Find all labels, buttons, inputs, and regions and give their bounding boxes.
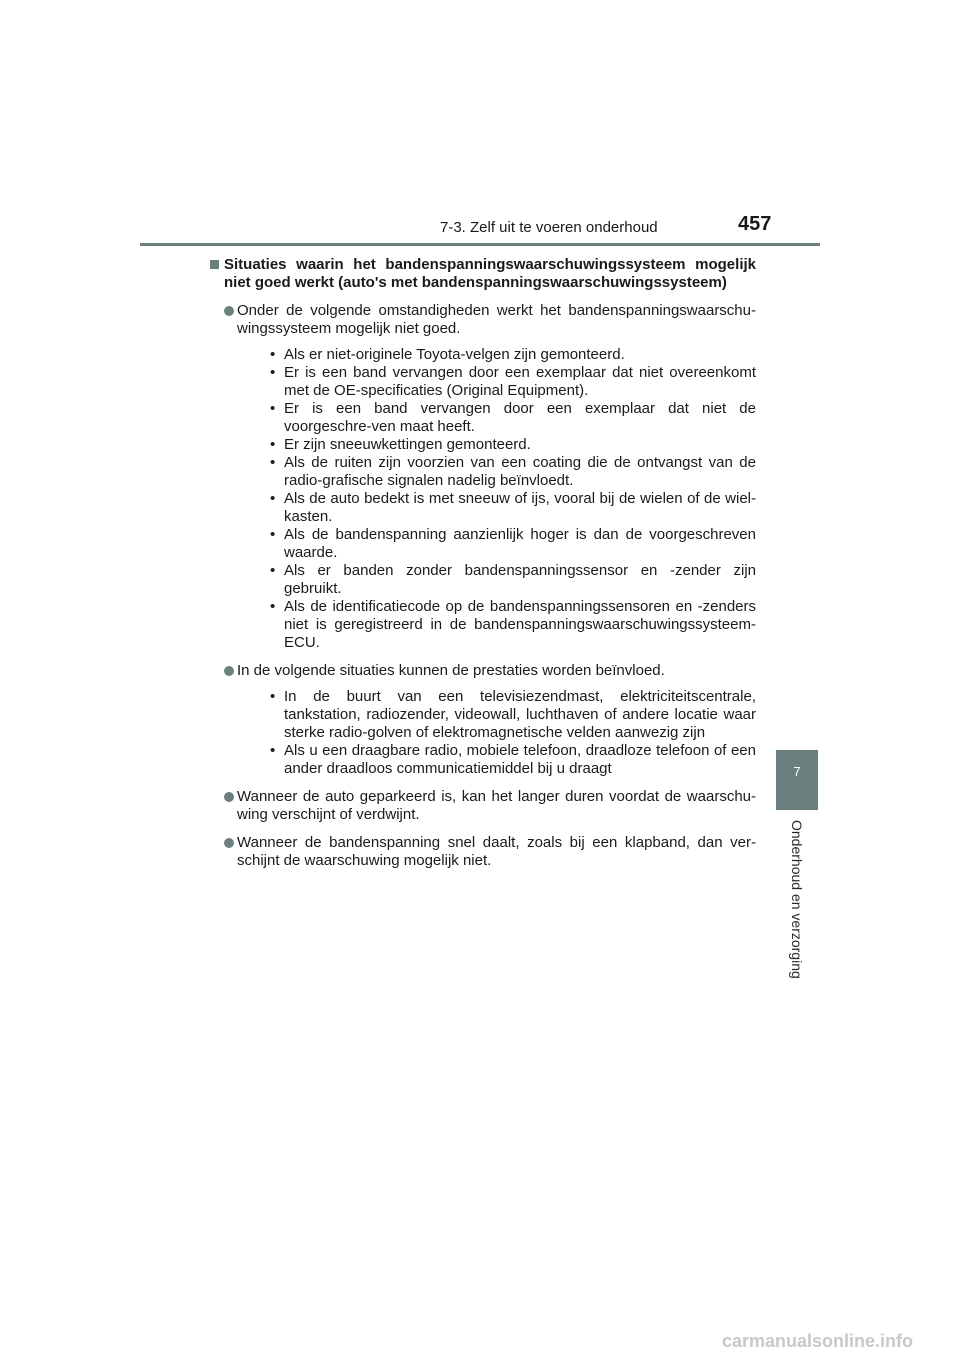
sub-list-item [237, 364, 756, 400]
sub-list-item [237, 454, 756, 490]
sub-list [237, 688, 756, 778]
sub-list-item-text: Er is een band vervangen door een exemplaar dat niet overeenkomt met de OE-specificaties (Original Equipment). [284, 364, 756, 399]
sub-list-item [237, 562, 756, 598]
watermark: carmanualsonline.info [722, 1331, 914, 1351]
bullet-icon: • [270, 364, 276, 381]
list-item-text: In de volgende situaties kunnen de prestaties worden beïnvloed. [237, 662, 665, 679]
bullet-icon: • [270, 688, 276, 705]
circle-bullet-icon [224, 666, 234, 676]
sub-list-item [237, 400, 756, 436]
bullet-icon: • [270, 436, 276, 453]
square-bullet-icon [210, 260, 219, 269]
list-item [210, 302, 756, 652]
sub-list-item [237, 436, 756, 454]
circle-bullet-icon [224, 306, 234, 316]
sub-list-item [237, 688, 756, 742]
chapter-tab[interactable] [776, 750, 818, 810]
list-item [210, 834, 756, 870]
list-item-text: Wanneer de auto geparkeerd is, kan het langer duren voordat de waarschu-wing verschijnt of verdwijnt. [237, 788, 756, 823]
sub-list-item-text: Als de bandenspanning aanzienlijk hoger is dan de voorgeschreven waarde. [284, 526, 756, 561]
sub-list-item [237, 598, 756, 652]
main-content [210, 256, 756, 870]
sub-list-item [237, 526, 756, 562]
section-title: 7-3. Zelf uit te voeren onderhoud [440, 219, 658, 236]
chapter-title: Onderhoud en verzorging [789, 820, 805, 979]
list-item [210, 662, 756, 778]
sub-list-item [237, 742, 756, 778]
sub-list-item-text: Als u een draagbare radio, mobiele telefoon, draadloze telefoon of een ander draadloos communicatiemiddel bij u draagt [284, 742, 756, 777]
bullet-icon: • [270, 598, 276, 615]
sub-list-item-text: Als de ruiten zijn voorzien van een coating die de ontvangst van de radio-grafische signalen nadelig beïnvloedt. [284, 454, 756, 489]
sub-list-item-text: Als er banden zonder bandenspanningssensor en -zender zijn gebruikt. [284, 562, 756, 597]
bullet-icon: • [270, 346, 276, 363]
list-item-text: Wanneer de bandenspanning snel daalt, zoals bij een klapband, dan ver-schijnt de waarschuwing mogelijk niet. [237, 834, 756, 869]
sub-list-item-text: Er zijn sneeuwkettingen gemonteerd. [284, 436, 531, 453]
sub-list-item-text: Als de identificatiecode op de bandenspanningssensoren en -zenders niet is geregistreerd in de bandenspanningswaarschuwingssysteem-ECU. [284, 598, 756, 651]
points-list [210, 302, 756, 870]
sub-list-item [237, 490, 756, 526]
sub-list-item-text: Als er niet-originele Toyota-velgen zijn gemonteerd. [284, 346, 625, 363]
circle-bullet-icon [224, 838, 234, 848]
chapter-label [775, 820, 819, 1020]
sub-list-item-text: In de buurt van een televisiezendmast, elektriciteitscentrale, tankstation, radiozender, videowall, luchthaven of andere locatie waar sterke radio-golven of elektromagnetische velden aanwezig zijn [284, 688, 756, 741]
bullet-icon: • [270, 526, 276, 543]
sub-list-item [237, 346, 756, 364]
section-heading [210, 256, 756, 292]
header-divider [140, 243, 820, 246]
bullet-icon: • [270, 742, 276, 759]
chapter-number: 7 [793, 764, 801, 779]
bullet-icon: • [270, 400, 276, 417]
circle-bullet-icon [224, 792, 234, 802]
sub-list-item-text: Er is een band vervangen door een exemplaar dat niet de voorgeschre-ven maat heeft. [284, 400, 756, 435]
bullet-icon: • [270, 454, 276, 471]
sub-list-item-text: Als de auto bedekt is met sneeuw of ijs, vooral bij de wielen of de wiel-kasten. [284, 490, 756, 525]
bullet-icon: • [270, 562, 276, 579]
bullet-icon: • [270, 490, 276, 507]
page-number: 457 [738, 213, 772, 235]
heading-text: Situaties waarin het bandenspanningswaarschuwingssysteem mogelijk niet goed werkt (auto's met bandenspanningswaarschuwingssysteem) [224, 256, 756, 291]
list-item-text: Onder de volgende omstandigheden werkt het bandenspanningswaarschu-wingssysteem mogelijk niet goed. [237, 302, 756, 337]
list-item [210, 788, 756, 824]
sub-list [237, 346, 756, 652]
